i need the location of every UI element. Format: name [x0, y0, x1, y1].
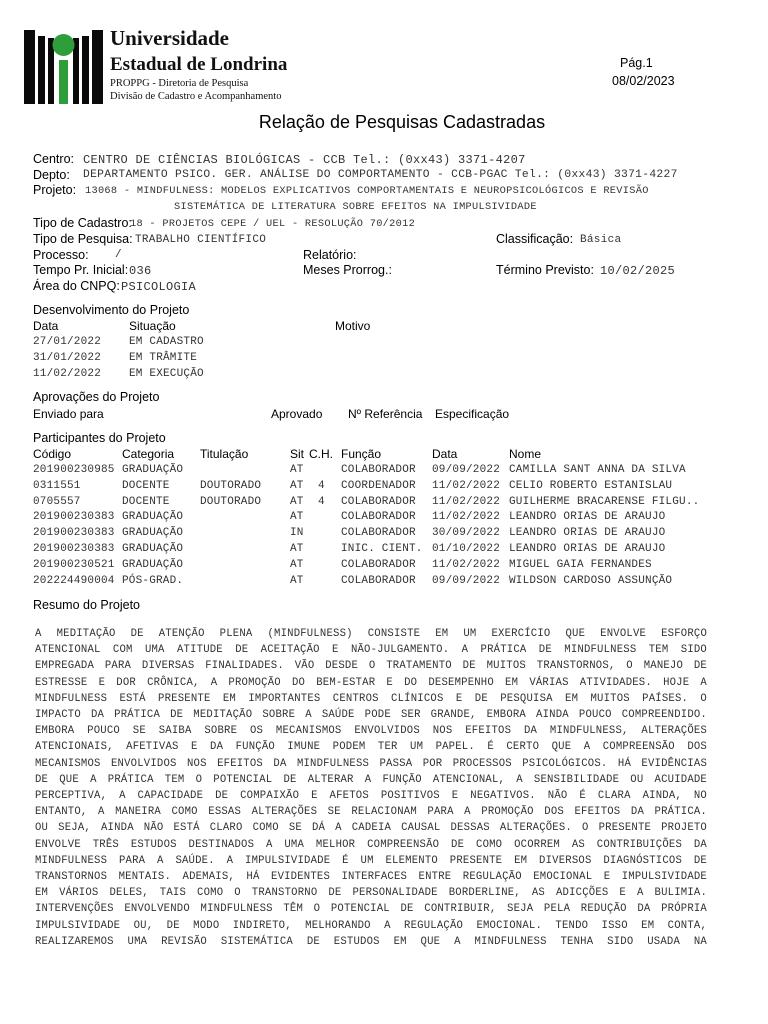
participant-nome: CELIO ROBERTO ESTANISLAU	[509, 479, 673, 492]
dev-row	[0, 352, 768, 368]
area-label: Área do CNPQ:	[33, 279, 120, 293]
aprov-header-especificacao: Especificação	[435, 407, 510, 421]
participant-data: 11/02/2022	[432, 511, 501, 524]
participant-codigo: 202224490004	[33, 574, 115, 587]
participant-sit: IN	[290, 527, 304, 540]
participant-titulacao: DOUTORADO	[200, 479, 262, 492]
participant-data: 09/09/2022	[432, 464, 501, 476]
participant-funcao: COLABORADOR	[341, 527, 416, 540]
participant-sit: AT	[290, 511, 304, 524]
participant-nome: WILDSON CARDOSO ASSUNÇÃO	[509, 574, 673, 587]
resumo-line: ENVOLVE TRÊS ESTUDOS DESTINADOS A UMA MELHOR COMPREENSÃO DE COMO OCORREM AS CONTRIBUIÇÕES DA	[35, 838, 707, 851]
table-row	[0, 559, 768, 575]
participant-ch: 4	[318, 479, 325, 492]
aprovacoes-title: Aprovações do Projeto	[33, 390, 160, 404]
termino-value: 10/02/2025	[600, 264, 676, 278]
participant-categoria: GRADUAÇÃO	[122, 511, 184, 524]
part-header-nome: Nome	[509, 447, 542, 461]
dev-header-data: Data	[33, 319, 59, 333]
participant-categoria: GRADUAÇÃO	[122, 543, 184, 555]
participant-nome: LEANDRO ORIAS DE ARAUJO	[509, 527, 666, 540]
page-title: Relação de Pesquisas Cadastradas	[258, 112, 546, 132]
participant-data: 11/02/2022	[432, 479, 501, 492]
resumo-line: ATENCIONAIS, AFETIVAS E DA FUNÇÃO IMUNE PODEM TER UM PAPEL. É CERTO QUE A COMPREENSÃO DOS	[35, 741, 707, 754]
participant-funcao: COLABORADOR	[341, 464, 416, 476]
classificacao-label: Classificação:	[496, 232, 574, 246]
resumo-line: A MEDITAÇÃO DE ATENÇÃO PLENA (MINDFULNESS) CONSISTE EM UM EXERCÍCIO QUE ENVOLVE ESFORÇO	[35, 628, 707, 640]
resumo-line: ENTANTO, A MANEIRA COMO ESSAS ALTERAÇÕES SE RELACIONAM PARA A PROMOÇÃO DOS EFEITOS DA PRÁTICA.	[35, 806, 707, 819]
participant-sit: AT	[290, 464, 304, 476]
aprov-header-referencia: Nº Referência	[348, 407, 423, 421]
centro-label: Centro:	[33, 152, 74, 166]
participant-categoria: GRADUAÇÃO	[122, 558, 184, 571]
part-header-ch: C.H.	[309, 447, 333, 461]
resumo-line: IMPACTO DA PRÁTICA DE MEDITAÇÃO SOBRE A SAÚDE PODE SER GRANDE, EMBORA AINDA POUCO COMPREENDIDO.	[35, 709, 707, 722]
table-row	[0, 464, 768, 480]
dept-line2: Divisão de Cadastro e Acompanhamento	[110, 91, 282, 102]
participant-codigo: 201900230383	[33, 527, 115, 540]
tipo-pesquisa-label: Tipo de Pesquisa:	[33, 232, 133, 246]
participant-nome: LEANDRO ORIAS DE ARAUJO	[509, 511, 666, 524]
processo-value: /	[115, 249, 122, 261]
participant-ch: 4	[318, 495, 325, 508]
resumo-title: Resumo do Projeto	[33, 598, 141, 612]
resumo-line: PERCEPTIVA, A CAPACIDADE DE COMPAIXÃO E AFETOS POSITIVOS E NEGATIVOS. NÃO É CLARA AINDA, NO	[35, 790, 707, 803]
tipo-cadastro-label: Tipo de Cadastro:	[33, 216, 132, 230]
participant-codigo: 0311551	[33, 479, 81, 492]
projeto-label: Projeto:	[33, 183, 77, 197]
dev-row-situacao: EM TRÂMITE	[129, 352, 198, 364]
table-row	[0, 575, 768, 591]
tipo-cadastro-value: 18 - PROJETOS CEPE / UEL - RESOLUÇÃO 70/2012	[130, 218, 416, 230]
dev-row-data: 11/02/2022	[33, 368, 102, 380]
participant-categoria: GRADUAÇÃO	[122, 464, 184, 476]
participant-sit: AT	[290, 495, 304, 508]
participant-data: 30/09/2022	[432, 527, 501, 540]
resumo-line: DE QUE A PRÁTICA TEM O POTENCIAL DE ALTERAR A FUNÇÃO ATENCIONAL, A SENSIBILIDADE OU ACUIDADE	[35, 773, 707, 786]
participant-nome: CAMILLA SANT ANNA DA SILVA	[509, 464, 686, 476]
dev-row	[0, 368, 768, 384]
classificacao-value: Básica	[580, 234, 622, 246]
tempo-label: Tempo Pr. Inicial:	[33, 263, 129, 277]
resumo-line: EMBORA POUCO SE SAIBA SOBRE OS MECANISMOS ENVOLVIDOS NOS EFEITOS DA MINDFULNESS, ALTERAÇÕES	[35, 725, 707, 738]
university-name-line2: Estadual de Londrina	[110, 54, 288, 75]
depto-label: Depto:	[33, 168, 70, 182]
aprov-header-enviado: Enviado para	[33, 407, 104, 421]
area-value: PSICOLOGIA	[121, 280, 197, 294]
table-row	[0, 543, 768, 559]
termino-label: Término Previsto:	[496, 263, 594, 277]
participant-data: 11/02/2022	[432, 495, 501, 508]
participant-categoria: DOCENTE	[122, 479, 170, 492]
table-row	[0, 496, 768, 512]
participant-funcao: COLABORADOR	[341, 558, 416, 571]
dept-line1: PROPPG - Diretoria de Pesquisa	[110, 78, 249, 89]
resumo-line: REALIZAREMOS UMA REVISÃO SISTEMÁTICA DE ESTUDOS EM QUE A MINDFULNESS TENHA SIDO USADA NA	[35, 935, 707, 948]
aprov-header-aprovado: Aprovado	[271, 407, 323, 421]
participant-codigo: 201900230383	[33, 543, 115, 555]
dev-row-data: 27/01/2022	[33, 336, 102, 348]
dev-row-data: 31/01/2022	[33, 352, 102, 364]
participant-funcao: COLABORADOR	[341, 495, 416, 508]
report-date: 08/02/2023	[612, 74, 675, 88]
page-number: Pág.1	[620, 56, 653, 70]
participant-categoria: PÓS-GRAD.	[122, 574, 184, 587]
part-header-categoria: Categoria	[122, 447, 175, 461]
participant-funcao: INIC. CIENT.	[341, 543, 423, 555]
projeto-line2: SISTEMÁTICA DE LITERATURA SOBRE EFEITOS NA IMPULSIVIDADE	[174, 201, 537, 213]
projeto-line1: 13068 - MINDFULNESS: MODELOS EXPLICATIVOS COMPORTAMENTAIS E NEUROPSICOLÓGICOS E REVISÃO	[85, 185, 649, 197]
dev-header-situacao: Situação	[129, 319, 176, 333]
participant-nome: GUILHERME BRACARENSE FILGU..	[509, 495, 700, 508]
participant-funcao: COLABORADOR	[341, 574, 416, 587]
participant-nome: LEANDRO ORIAS DE ARAUJO	[509, 543, 666, 555]
participant-codigo: 201900230383	[33, 511, 115, 524]
resumo-line: EMPREGADA PARA DIVERSAS FINALIDADES. VÃO DESDE O TRATAMENTO DE MUITOS TRANSTORNOS, O MANEJO DE	[35, 660, 707, 673]
desenvolvimento-title: Desenvolvimento do Projeto	[33, 303, 190, 317]
meses-label: Meses Prorrog.:	[303, 263, 392, 277]
resumo-line: INTERVENÇÕES ENVOLVENDO MINDFULNESS TÊM O POTENCIAL DE CONTRIBUIR, SEJA PELA REDUÇÃO DA PRÓPRIA	[35, 903, 707, 916]
part-header-data: Data	[432, 447, 458, 461]
participant-sit: AT	[290, 558, 304, 571]
dev-row-situacao: EM EXECUÇÃO	[129, 368, 204, 380]
part-header-sit: Sit	[290, 447, 305, 461]
participant-sit: AT	[290, 479, 304, 492]
participant-sit: AT	[290, 543, 304, 555]
dev-row	[0, 336, 768, 352]
participant-codigo: 201900230521	[33, 558, 115, 571]
participant-sit: AT	[290, 574, 304, 587]
participantes-title: Participantes do Projeto	[33, 431, 166, 445]
table-row	[0, 511, 768, 527]
resumo-line: ESTRESSE E DOR CRÔNICA, A PROMOÇÃO DO BEM-ESTAR E DO DESEMPENHO EM VÁRIAS ATIVIDADES. HOJE A	[35, 676, 707, 689]
processo-label: Processo:	[33, 248, 89, 262]
dev-row-situacao: EM CADASTRO	[129, 336, 204, 348]
resumo-line: OU SEJA, AINDA NÃO ESTÁ CLARO COMO SE DÁ A CADEIA CAUSAL DESSAS ALTERAÇÕES. O PRESENTE PROJETO	[35, 822, 707, 835]
table-row	[0, 527, 768, 543]
resumo-line: MECANISMOS ENVOLVIDOS NOS EFEITOS DA MINDFULNESS PASSA POR PROCESSOS PSICOLÓGICOS. HÁ EVIDÊNCIAS	[35, 757, 707, 770]
participant-funcao: COLABORADOR	[341, 511, 416, 524]
participant-categoria: DOCENTE	[122, 495, 170, 508]
depto-value: DEPARTAMENTO PSICO. GER. ANÁLISE DO COMPORTAMENTO - CCB-PGAC Tel.: (0xx43) 3371-4227	[83, 169, 678, 181]
part-header-titulacao: Titulação	[200, 447, 249, 461]
tipo-pesquisa-value: TRABALHO CIENTÍFICO	[135, 234, 267, 246]
participant-titulacao: DOUTORADO	[200, 495, 262, 508]
participant-data: 11/02/2022	[432, 558, 501, 571]
resumo-line: IMPULSIVIDADE OU, DE MODO INDIRETO, MELHORANDO A REGULAÇÃO EMOCIONAL. TENDO ISSO EM CONTA,	[35, 919, 707, 932]
participant-codigo: 0705557	[33, 495, 81, 508]
participant-codigo: 201900230985	[33, 464, 115, 476]
resumo-line: ATENCIONAL COM UMA ATITUDE DE ACEITAÇÃO E NÃO-JULGAMENTO. A PRÁTICA DE MINDFULNESS TEM SIDO	[35, 644, 707, 657]
university-name-line1: Universidade	[110, 26, 230, 50]
part-header-funcao: Função	[341, 447, 382, 461]
participant-data: 09/09/2022	[432, 574, 501, 587]
resumo-line: MINDFULNESS ESTÁ PRESENTE EM IMPORTANTES CENTROS CLÍNICOS E DE PESQUISA EM MUITOS PAÍSES. O	[35, 692, 707, 705]
participant-nome: MIGUEL GAIA FERNANDES	[509, 558, 652, 571]
resumo-line: TRANSTORNOS MENTAIS. ADEMAIS, HÁ EVIDENTES INTERFACES ENTRE REGULAÇÃO EMOCIONAL E IMPULSIVIDADE	[35, 871, 707, 884]
participant-categoria: GRADUAÇÃO	[122, 527, 184, 540]
participant-data: 01/10/2022	[432, 543, 501, 555]
relatorio-label: Relatório:	[303, 248, 357, 262]
resumo-line: MINDFULNESS PARA A SAÚDE. A IMPULSIVIDADE É UM ELEMENTO PRESENTE EM DIVERSOS DIAGNÓSTICOS DE	[35, 854, 707, 867]
centro-value: CENTRO DE CIÊNCIAS BIOLÓGICAS - CCB Tel.: (0xx43) 3371-4207	[83, 153, 526, 167]
part-header-codigo: Código	[33, 447, 72, 461]
resumo-text	[35, 626, 707, 950]
uel-logo	[24, 26, 104, 104]
dev-header-motivo: Motivo	[335, 319, 371, 333]
table-row	[0, 480, 768, 496]
resumo-line: EM VÁRIOS DELES, TAIS COMO O TRANSTORNO DE PERSONALIDADE BORDERLINE, AS ADICÇÕES E A BULIMIA.	[35, 887, 707, 900]
tempo-value: 036	[129, 264, 152, 278]
participant-funcao: COORDENADOR	[341, 479, 416, 492]
